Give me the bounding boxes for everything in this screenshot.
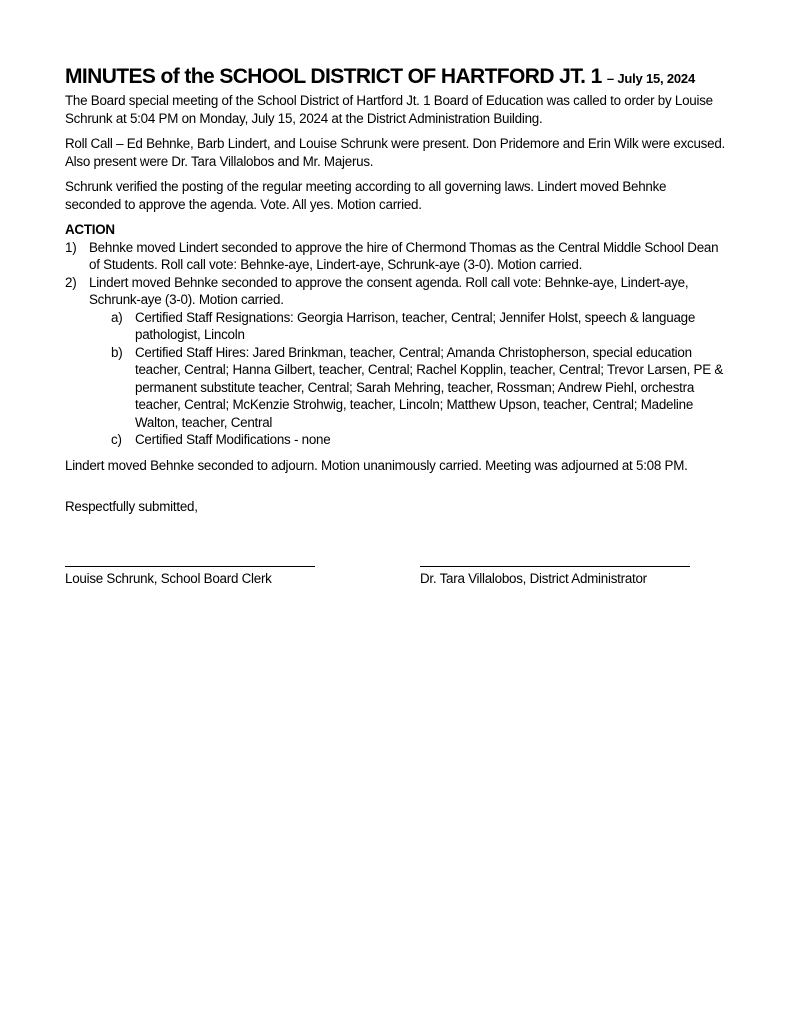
- subitem-text: Certified Staff Modifications - none: [135, 432, 331, 447]
- signature-right: [420, 566, 690, 586]
- subitem-letter: a): [111, 309, 123, 325]
- action-heading: ACTION: [65, 222, 115, 237]
- subitem-letter: b): [111, 344, 123, 360]
- signature-name-right: Dr. Tara Villalobos, District Administrator: [420, 571, 647, 586]
- consent-subitem-c: [111, 431, 725, 449]
- signature-left: [65, 566, 315, 586]
- action-item-number: 1): [65, 239, 77, 255]
- signature-line: [420, 566, 690, 567]
- subitem-letter: c): [111, 432, 122, 447]
- title-main: MINUTES of the SCHOOL DISTRICT OF HARTFORD JT. 1: [65, 65, 602, 88]
- action-item-1: [65, 239, 725, 274]
- signature-block: [65, 566, 705, 596]
- action-item-2: [65, 274, 725, 309]
- closing-line: Respectfully submitted,: [65, 499, 198, 514]
- subitem-text: Certified Staff Resignations: Georgia Harrison, teacher, Central; Jennifer Holst, speech & language pathologist, Lincoln: [135, 309, 696, 342]
- subitem-text: Certified Staff Hires: Jared Brinkman, teacher, Central; Amanda Christopherson, special education teacher, Central; Hanna Gilbert, teacher, Central; Rachel Kopplin, teacher, Central; Trevor Larsen, PE & permanent substitute teacher, Central; Sarah Mehring, teacher, Rossman; Andrew Piehl, orchestra teacher, Central; McKenzie Strohwig, teacher, Lincoln; Matthew Upson, teacher, Central; Madeline Walton, teacher, Central: [135, 344, 724, 430]
- consent-subitem-b: [111, 344, 725, 432]
- action-item-text: Lindert moved Behnke seconded to approve the consent agenda. Roll call vote: Behnke-aye, Lindert-aye, Schrunk-aye (3-0). Motion carried.: [89, 274, 689, 307]
- roll-call-paragraph: Roll Call – Ed Behnke, Barb Lindert, and Louise Schrunk were present. Don Pridemore and Erin Wilk were excused. Also present were Dr. Tara Villalobos and Mr. Majerus.: [65, 136, 725, 169]
- adjourn-paragraph: Lindert moved Behnke seconded to adjourn. Motion unanimously carried. Meeting was adjourned at 5:08 PM.: [65, 457, 688, 473]
- action-item-text: Behnke moved Lindert seconded to approve the hire of Chermond Thomas as the Central Middle School Dean of Students. Roll call vote: Behnke-aye, Lindert-aye, Schrunk-aye (3-0). Motion carried.: [89, 239, 719, 272]
- signature-name-left: Louise Schrunk, School Board Clerk: [65, 571, 272, 586]
- agenda-paragraph: Schrunk verified the posting of the regular meeting according to all governing laws. Lindert moved Behnke seconded to approve the agenda. Vote. All yes. Motion carried.: [65, 179, 667, 212]
- intro-paragraph: The Board special meeting of the School District of Hartford Jt. 1 Board of Education was called to order by Louise Schrunk at 5:04 PM on Monday, July 15, 2024 at the District Administration Building.: [65, 93, 713, 126]
- title-date: – July 15, 2024: [606, 71, 695, 86]
- signature-line: [65, 566, 315, 567]
- document-title: [65, 64, 725, 92]
- minutes-body: [65, 64, 725, 524]
- consent-subitem-a: [111, 309, 725, 344]
- action-item-number: 2): [65, 274, 77, 290]
